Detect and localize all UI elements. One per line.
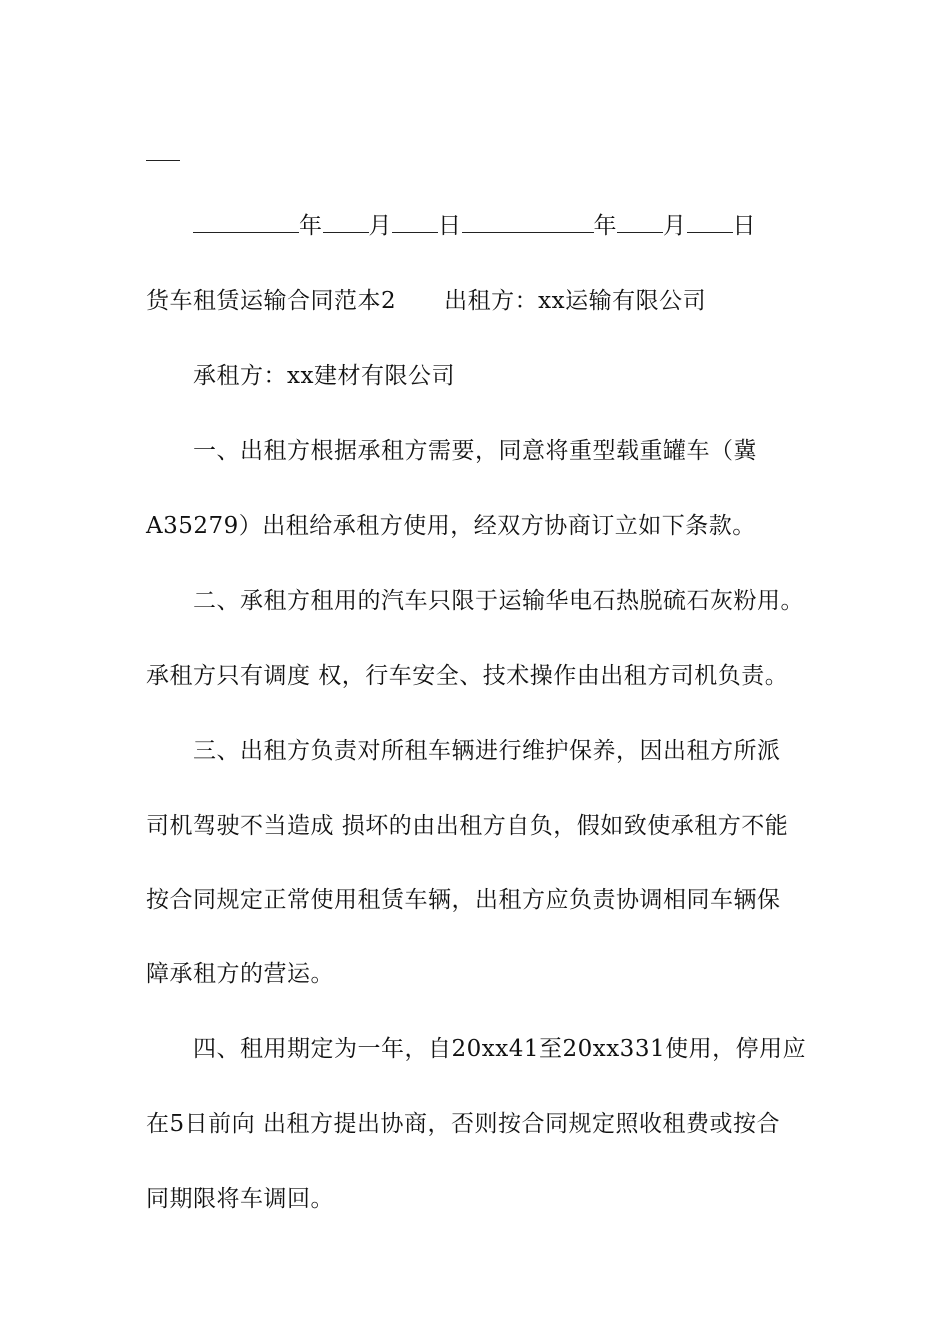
- top-rule-line: [146, 160, 180, 161]
- month-label-2: 月: [663, 213, 687, 239]
- day-label-1: 日: [438, 213, 462, 239]
- clause-4-line-3: 同期限将车调回。: [146, 1186, 334, 1212]
- lessee-name: 承租方：xx建材有限公司: [193, 363, 455, 389]
- clause-4-line-1: 四、租用期定为一年，自20xx41至20xx331使用，停用应: [193, 1036, 807, 1062]
- contract-title: 货车租赁运输合同范本2: [146, 288, 397, 314]
- clause-3-line-2: 司机驾驶不当造成 损坏的由出租方自负，假如致使承租方不能: [146, 813, 789, 839]
- day-label-2: 日: [732, 213, 756, 239]
- title-line: [146, 286, 706, 316]
- month-blank-1: [323, 212, 369, 233]
- day-blank-2: [687, 212, 733, 233]
- clause-2-line-2: 承租方只有调度 权，行车安全、技术操作由出租方司机负责。: [146, 663, 789, 689]
- clause-1-line-1: 一、出租方根据承租方需要，同意将重型载重罐车（冀: [193, 438, 757, 464]
- clause-3-line-3: 按合同规定正常使用租赁车辆，出租方应负责协调相同车辆保: [146, 887, 781, 913]
- year-label-1: 年: [299, 213, 323, 239]
- clause-1-line-2: A35279）出租给承租方使用，经双方协商订立如下条款。: [146, 513, 756, 539]
- clause-3-line-1: 三、出租方负责对所租车辆进行维护保养，因出租方所派: [193, 738, 781, 764]
- year-blank-2: [462, 212, 594, 233]
- month-label-1: 月: [368, 213, 392, 239]
- month-blank-2: [617, 212, 663, 233]
- clause-2-line-1: 二、承租方租用的汽车只限于运输华电石热脱硫石灰粉用。: [193, 588, 804, 614]
- year-label-2: 年: [593, 213, 617, 239]
- day-blank-1: [392, 212, 438, 233]
- clause-4-line-2: 在5日前向 出租方提出协商，否则按合同规定照收租费或按合: [146, 1111, 780, 1137]
- year-blank-1: [193, 212, 299, 233]
- clause-3-line-4: 障承租方的营运。: [146, 961, 334, 987]
- signature-date-line: [193, 211, 756, 241]
- lessor-name: 出租方：xx运输有限公司: [444, 288, 707, 314]
